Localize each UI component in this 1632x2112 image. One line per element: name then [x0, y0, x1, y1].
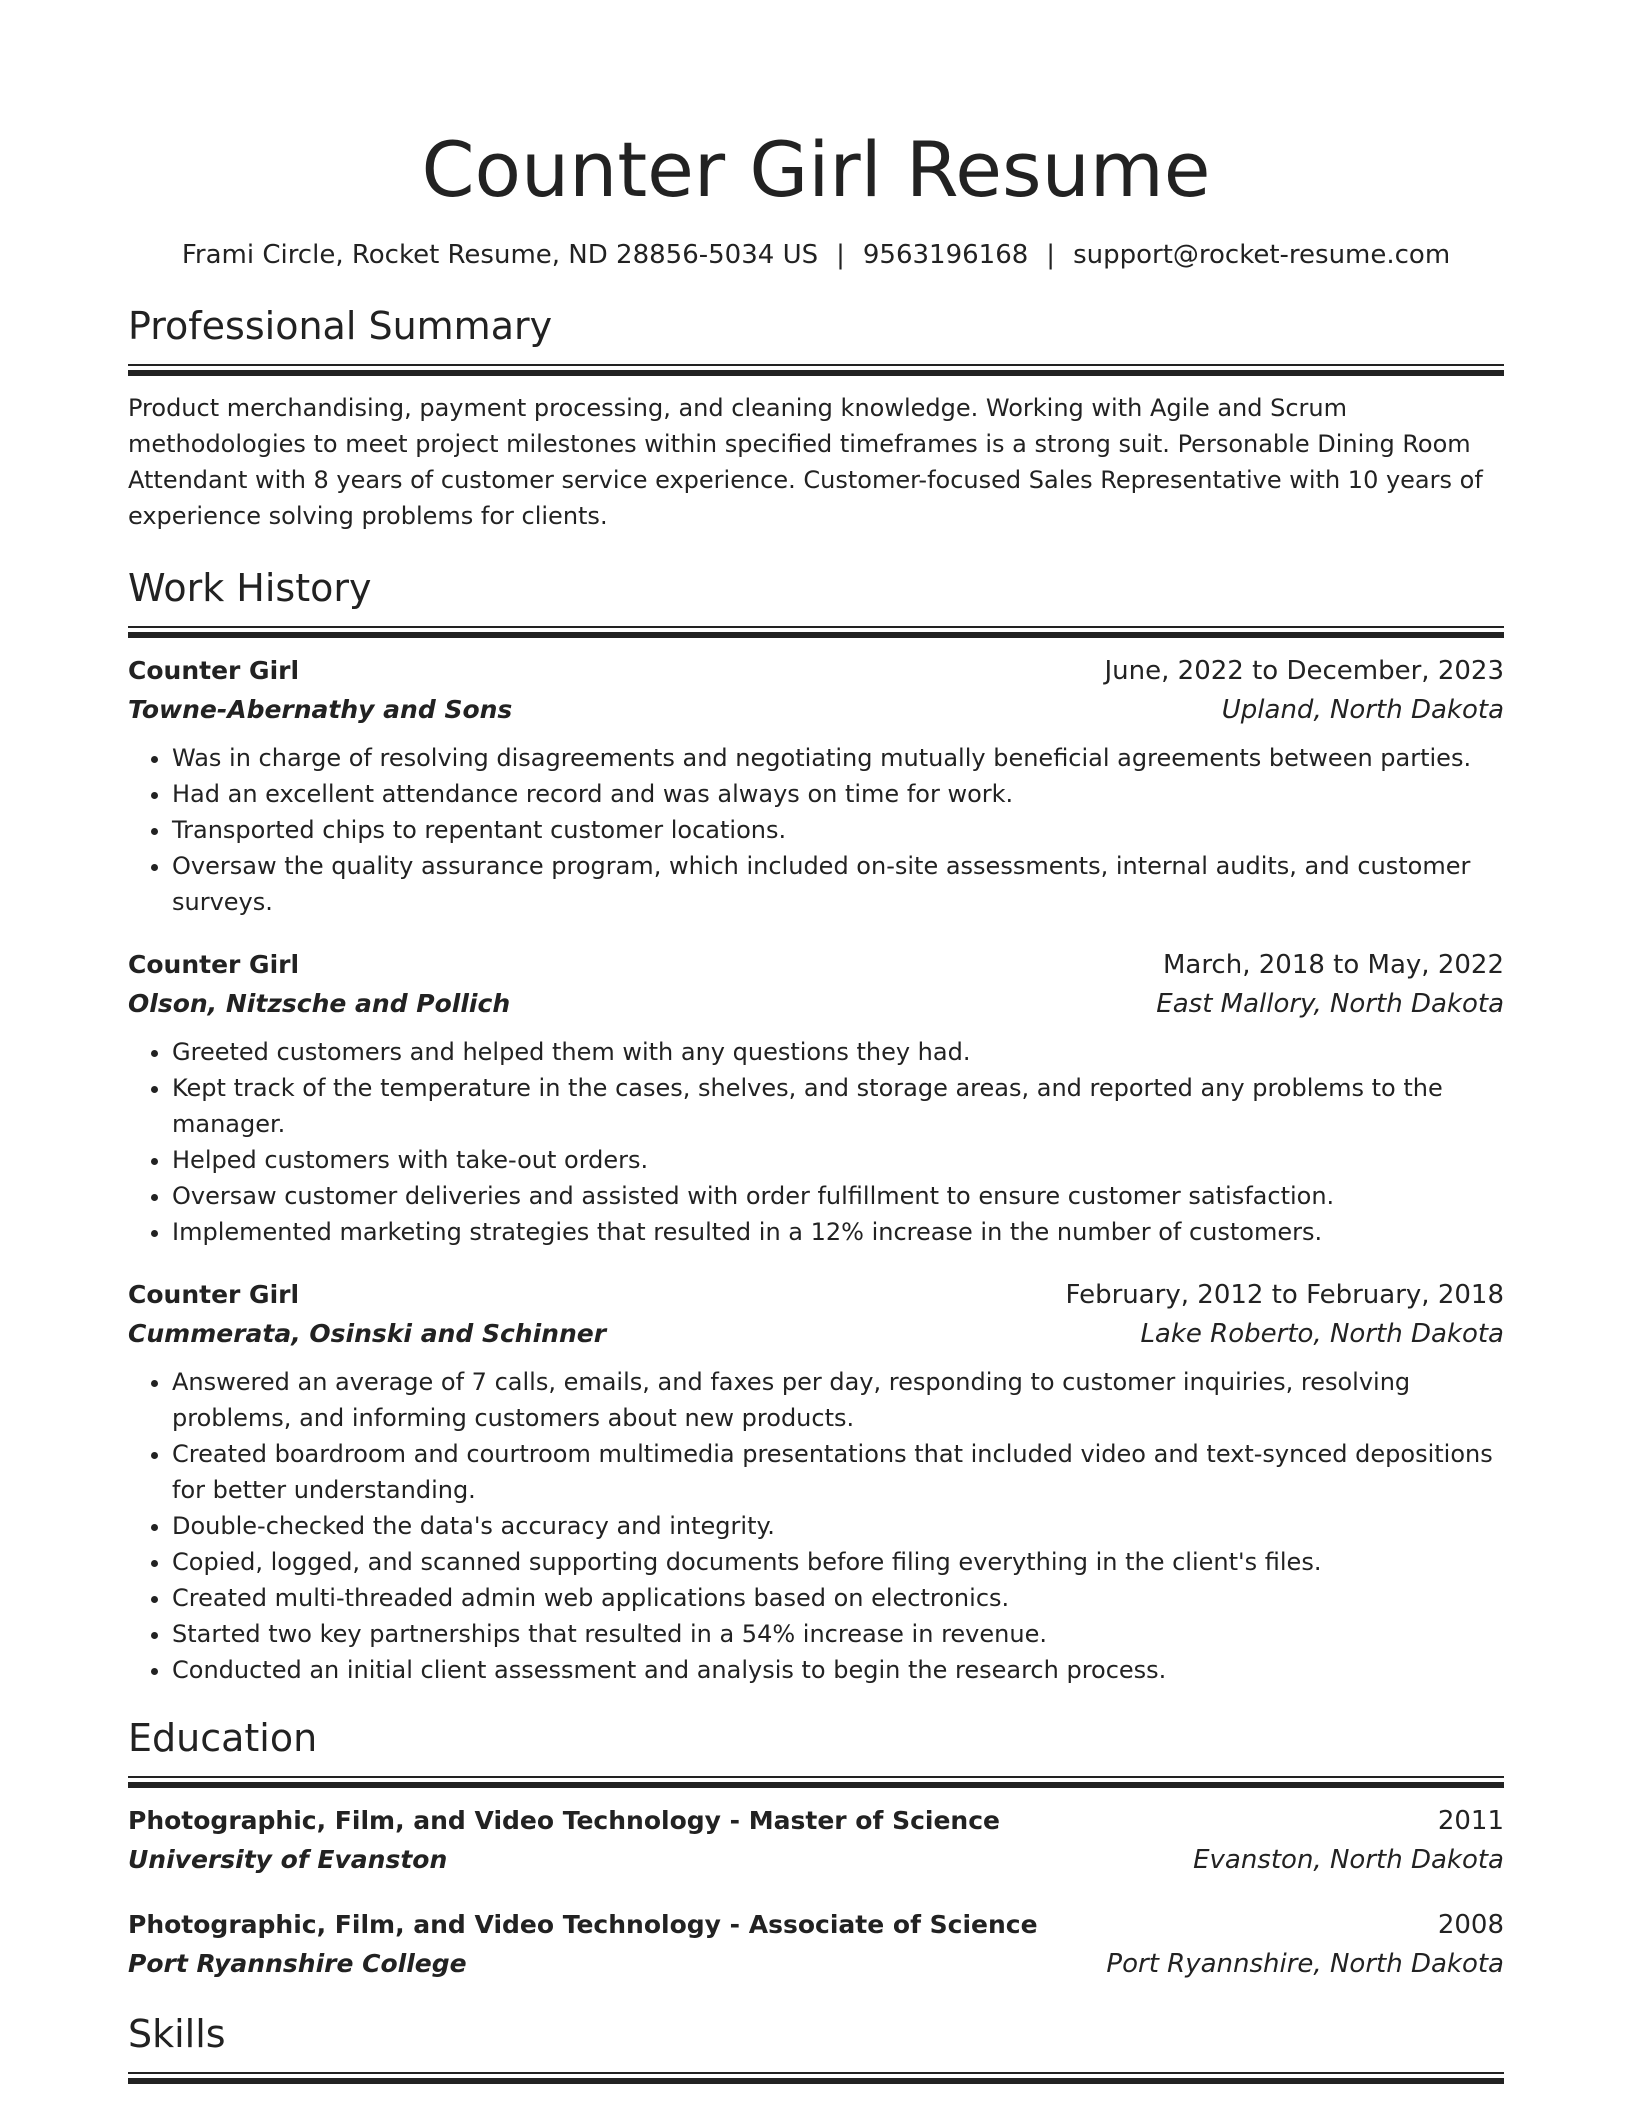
job-employer: Towne-Abernathy and Sons — [128, 695, 513, 724]
job-dates: March, 2018 to May, 2022 — [1162, 950, 1504, 980]
job-bullet: • Oversaw customer deliveries and assisted with order fulfillment to ensure customer satisfaction. — [172, 1178, 1504, 1214]
job-employer: Cummerata, Osinski and Schinner — [128, 1319, 607, 1348]
job-bullet: • Implemented marketing strategies that resulted in a 12% increase in the number of customers. — [172, 1214, 1504, 1250]
summary-text: Product merchandising, payment processing, and cleaning knowledge. Working with Agile and Scrum methodologies to meet project milestones within specified timeframes is a strong suit. Personable Dining Room Attendant with 8 years of customer service experience. Customer-focused Sales Representative with 10 years of experience solving problems for clients. — [128, 394, 1483, 530]
job-bullet: • Created boardroom and courtroom multimedia presentations that included video and text-synced depositions for better understanding. — [172, 1436, 1504, 1508]
contact-line — [128, 238, 1504, 272]
job-employer: Olson, Nitzsche and Pollich — [128, 989, 511, 1018]
job-title: Counter Girl — [128, 656, 300, 685]
contact-separator: | — [1046, 240, 1056, 270]
section-divider — [128, 2072, 1504, 2084]
education-school: University of Evanston — [128, 1845, 448, 1874]
section-title-education: Education — [128, 1716, 318, 1760]
job-bullet: • Was in charge of resolving disagreements and negotiating mutually beneficial agreements between parties. — [172, 740, 1504, 776]
job-location: Upland, North Dakota — [1221, 695, 1504, 725]
job-location: Lake Roberto, North Dakota — [1140, 1319, 1504, 1349]
job-bullet: • Copied, logged, and scanned supporting documents before filing everything in the client's files. — [172, 1544, 1504, 1580]
education-entry — [128, 1906, 1504, 1984]
job-location: East Mallory, North Dakota — [1156, 989, 1504, 1019]
education-location: Evanston, North Dakota — [1193, 1845, 1504, 1875]
job-bullet: • Double-checked the data's accuracy and integrity. — [172, 1508, 1504, 1544]
job-bullet: • Kept track of the temperature in the cases, shelves, and storage areas, and reported any problems to the manager. — [172, 1070, 1504, 1142]
job-entry — [128, 1276, 1504, 1688]
job-title: Counter Girl — [128, 950, 300, 979]
contact-phone: 9563196168 — [862, 240, 1029, 270]
job-bullet: • Conducted an initial client assessment and analysis to begin the research process. — [172, 1652, 1504, 1688]
resume-title: Counter Girl Resume — [421, 125, 1211, 214]
section-divider — [128, 1776, 1504, 1788]
job-title: Counter Girl — [128, 1280, 300, 1309]
section-title-skills: Skills — [128, 2012, 226, 2056]
contact-address: Frami Circle, Rocket Resume, ND 28856-5034 US — [181, 240, 819, 270]
job-entry — [128, 652, 1504, 920]
contact-separator: | — [836, 240, 845, 270]
skills-section — [128, 2010, 1504, 2084]
job-bullet: • Greeted customers and helped them with any questions they had. — [172, 1034, 1504, 1070]
section-divider — [128, 626, 1504, 638]
job-bullet: • Started two key partnerships that resulted in a 54% increase in revenue. — [172, 1616, 1504, 1652]
job-dates: June, 2022 to December, 2023 — [1104, 656, 1504, 686]
job-bullet: • Oversaw the quality assurance program, which included on-site assessments, internal audits, and customer surveys. — [172, 848, 1504, 920]
education-degree: Photographic, Film, and Video Technology - Associate of Science — [128, 1910, 1038, 1939]
education-degree: Photographic, Film, and Video Technology - Master of Science — [128, 1806, 1000, 1835]
contact-email: support@rocket-resume.com — [1073, 240, 1451, 270]
job-bullet: • Answered an average of 7 calls, emails, and faxes per day, responding to customer inquiries, resolving problems, and informing customers about new products. — [172, 1364, 1504, 1436]
section-title-summary: Professional Summary — [128, 304, 553, 348]
job-bullet: • Had an excellent attendance record and was always on time for work. — [172, 776, 1504, 812]
education-entry — [128, 1802, 1504, 1880]
job-bullets — [128, 740, 1504, 920]
education-year: 2008 — [1437, 1910, 1504, 1940]
education-location: Port Ryannshire, North Dakota — [1106, 1949, 1504, 1979]
section-divider — [128, 364, 1504, 376]
section-title-work-history: Work History — [128, 566, 372, 610]
job-bullet: • Transported chips to repentant customer locations. — [172, 812, 1504, 848]
job-entry — [128, 946, 1504, 1250]
summary-section — [128, 302, 1504, 534]
work-history-section — [128, 564, 1504, 1688]
education-section — [128, 1714, 1504, 1984]
job-bullet: • Helped customers with take-out orders. — [172, 1142, 1504, 1178]
education-school: Port Ryannshire College — [128, 1949, 467, 1978]
education-year: 2011 — [1437, 1806, 1504, 1836]
job-bullets — [128, 1034, 1504, 1250]
job-dates: February, 2012 to February, 2018 — [1065, 1280, 1504, 1310]
job-bullets — [128, 1364, 1504, 1688]
job-bullet: • Created multi-threaded admin web applications based on electronics. — [172, 1580, 1504, 1616]
